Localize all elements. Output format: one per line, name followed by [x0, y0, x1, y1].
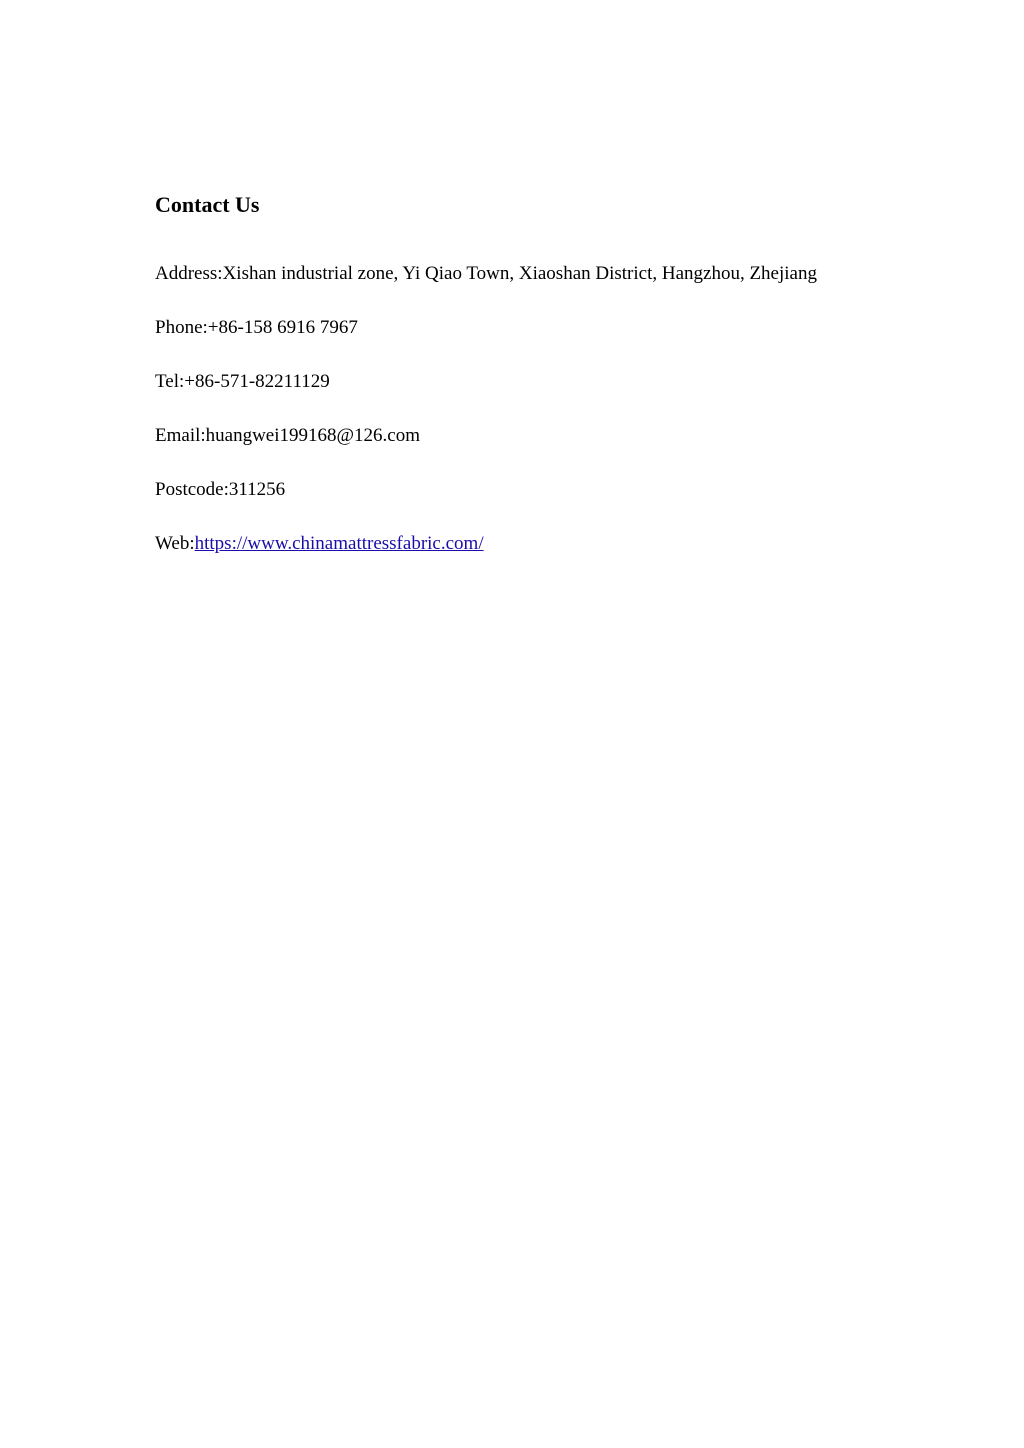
phone-value: +86-158 6916 7967	[207, 317, 358, 338]
phone-label: Phone:	[155, 317, 208, 338]
tel-line	[155, 368, 871, 395]
phone-line	[155, 314, 871, 341]
website-link[interactable]: https://www.chinamattressfabric.com/	[194, 533, 484, 554]
postcode-line	[155, 476, 871, 503]
address-value: Xishan industrial zone, Yi Qiao Town, Xiaoshan District, Hangzhou, Zhejiang	[222, 263, 817, 284]
email-label: Email:	[155, 425, 206, 446]
address-label: Address:	[155, 263, 223, 284]
tel-value: +86-571-82211129	[184, 371, 330, 392]
web-line	[155, 530, 871, 557]
tel-label: Tel:	[155, 371, 185, 392]
postcode-value: 311256	[228, 479, 286, 500]
web-label: Web:	[155, 533, 195, 554]
address-line	[155, 260, 871, 287]
email-line	[155, 422, 871, 449]
page-title: Contact Us	[155, 192, 260, 217]
postcode-label: Postcode:	[155, 479, 229, 500]
email-value: huangwei199168@126.com	[205, 425, 420, 446]
contact-section	[155, 190, 871, 584]
